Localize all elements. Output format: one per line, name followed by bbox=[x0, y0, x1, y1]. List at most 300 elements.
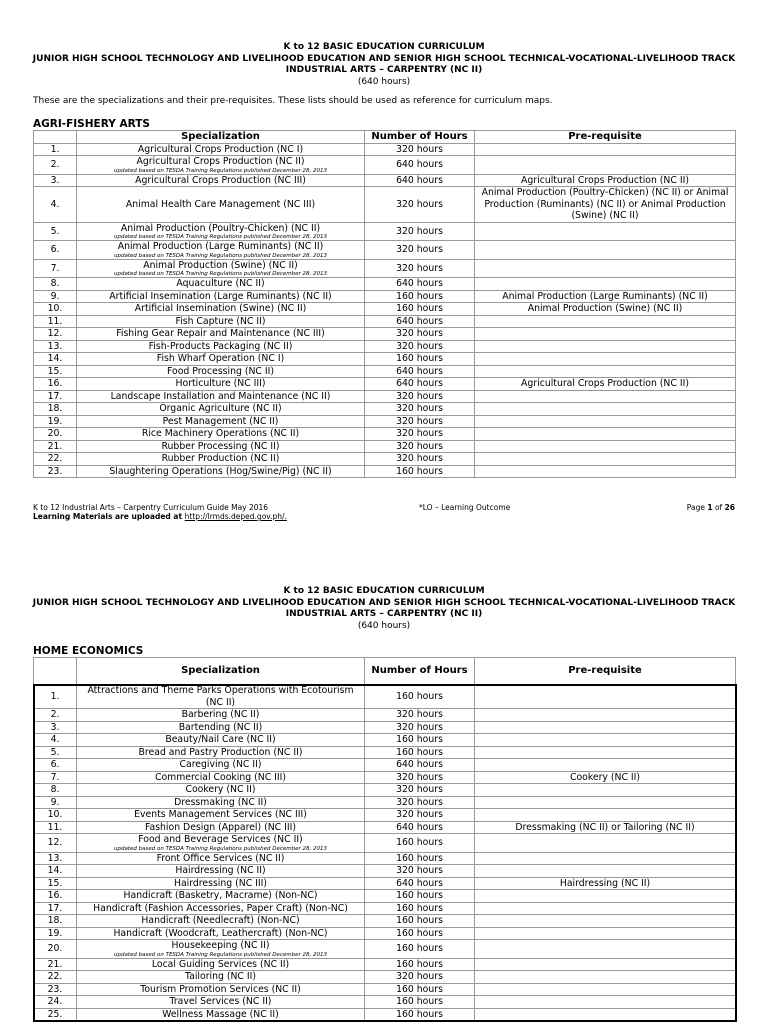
tesda-update-note: updated based on TESDA Training Regulations published December 28, 2013 bbox=[114, 167, 327, 174]
header-line-1: K to 12 BASIC EDUCATION CURRICULUM bbox=[283, 586, 485, 596]
specialization-cell bbox=[77, 902, 365, 915]
row-number: 10. bbox=[34, 809, 77, 822]
row-number: 2. bbox=[34, 156, 77, 175]
specialization-name: Barbering (NC II) bbox=[181, 709, 260, 720]
specialization-cell bbox=[77, 759, 365, 772]
hours-cell: 320 hours bbox=[365, 971, 475, 984]
table-row bbox=[34, 771, 736, 784]
table-row bbox=[34, 315, 736, 328]
prerequisite-cell bbox=[475, 709, 736, 722]
table-header-row bbox=[34, 658, 736, 685]
specialization-cell bbox=[77, 241, 365, 260]
specialization-name: Rice Machinery Operations (NC II) bbox=[141, 428, 300, 439]
specialization-name: Bartending (NC II) bbox=[178, 721, 263, 733]
prerequisite-cell bbox=[475, 143, 736, 156]
specialization-table bbox=[33, 657, 736, 1021]
row-number: 23. bbox=[34, 465, 77, 478]
table-row bbox=[34, 390, 736, 403]
prerequisite-cell bbox=[475, 259, 736, 278]
specialization-table bbox=[33, 130, 736, 478]
hours-cell: 160 hours bbox=[365, 902, 475, 915]
table-row bbox=[34, 915, 736, 928]
row-number: 17. bbox=[34, 902, 77, 915]
hours-cell: 640 hours bbox=[365, 174, 475, 187]
table-row bbox=[34, 834, 736, 853]
table-row bbox=[34, 759, 736, 772]
header-hours: (640 hours) bbox=[357, 620, 411, 631]
header-line-3: INDUSTRIAL ARTS – CARPENTRY (NC II) bbox=[285, 65, 483, 75]
table-row bbox=[34, 340, 736, 353]
table-row bbox=[34, 353, 736, 366]
specialization-cell bbox=[77, 428, 365, 441]
specialization-name: Local Guiding Services (NC II) bbox=[151, 958, 290, 970]
table-row bbox=[34, 222, 736, 241]
specialization-cell bbox=[77, 278, 365, 291]
specialization-cell bbox=[77, 1008, 365, 1021]
specialization-name: Agricultural Crops Production (NC III) bbox=[135, 174, 306, 186]
row-number: 20. bbox=[34, 428, 77, 441]
prerequisite-cell bbox=[475, 1008, 736, 1021]
prerequisite-cell bbox=[475, 971, 736, 984]
row-number: 9. bbox=[34, 796, 77, 809]
hours-cell: 160 hours bbox=[365, 734, 475, 747]
row-number: 5. bbox=[34, 222, 77, 241]
specialization-cell bbox=[77, 340, 365, 353]
specialization-name: Handicraft (Basketry, Macrame) (Non-NC) bbox=[123, 890, 318, 901]
specialization-name: Events Management Services (NC III) bbox=[134, 809, 307, 820]
specialization-cell bbox=[77, 390, 365, 403]
prerequisite-cell bbox=[475, 721, 736, 734]
tesda-update-note: updated based on TESDA Training Regulations published December 28, 2013 bbox=[114, 271, 327, 277]
tesda-update-note: updated based on TESDA Training Regulations published December 28, 2013 bbox=[114, 234, 327, 240]
hours-cell: 320 hours bbox=[365, 222, 475, 241]
prerequisite-cell bbox=[475, 809, 736, 822]
col-header-specialization: Specialization bbox=[77, 658, 365, 685]
specialization-name: Animal Production (Poultry-Chicken) (NC II) bbox=[120, 222, 321, 234]
prerequisite-cell bbox=[475, 852, 736, 865]
table-row bbox=[34, 877, 736, 890]
prerequisite-cell bbox=[475, 278, 736, 291]
tesda-update-note: updated based on TESDA Training Regulations published December 28, 2013 bbox=[114, 252, 327, 259]
header-line-2: JUNIOR HIGH SCHOOL TECHNOLOGY AND LIVELIHOOD EDUCATION AND SENIOR HIGH SCHOOL TECHNICAL-VOCATIONAL-LIVELIHOOD TRACK bbox=[32, 597, 736, 608]
col-header-hours: Number of Hours bbox=[365, 131, 475, 144]
specialization-cell bbox=[77, 315, 365, 328]
table-row bbox=[34, 796, 736, 809]
hours-cell: 320 hours bbox=[365, 143, 475, 156]
header-line-3: INDUSTRIAL ARTS – CARPENTRY (NC II) bbox=[285, 609, 483, 619]
row-number: 9. bbox=[34, 290, 77, 303]
specialization-cell bbox=[77, 809, 365, 822]
hours-cell: 160 hours bbox=[365, 915, 475, 928]
col-header-hours: Number of Hours bbox=[365, 658, 475, 685]
prerequisite-cell bbox=[475, 927, 736, 940]
section-title: HOME ECONOMICS bbox=[33, 645, 144, 657]
table-row bbox=[34, 890, 736, 903]
specialization-cell bbox=[77, 156, 365, 175]
hours-cell: 320 hours bbox=[365, 721, 475, 734]
specialization-cell bbox=[77, 403, 365, 416]
prerequisite-cell: Animal Production (Poultry-Chicken) (NC II) or Animal Production (Ruminants) (NC II) or Animal Production (Swine) (NC II) bbox=[475, 187, 736, 223]
table-row bbox=[34, 156, 736, 175]
specialization-name: Artificial Insemination (Swine) (NC II) bbox=[134, 303, 307, 314]
prerequisite-cell bbox=[475, 796, 736, 809]
specialization-cell bbox=[77, 915, 365, 928]
specialization-cell bbox=[77, 365, 365, 378]
hours-cell: 320 hours bbox=[365, 796, 475, 809]
specialization-cell bbox=[77, 834, 365, 853]
prerequisite-cell bbox=[475, 834, 736, 853]
specialization-name: Handicraft (Needlecraft) (Non-NC) bbox=[141, 915, 300, 926]
hours-cell: 160 hours bbox=[365, 353, 475, 366]
hours-cell: 640 hours bbox=[365, 821, 475, 834]
specialization-cell bbox=[77, 821, 365, 834]
row-number: 11. bbox=[34, 821, 77, 834]
table-row bbox=[34, 983, 736, 996]
prerequisite-cell bbox=[475, 465, 736, 478]
hours-cell: 160 hours bbox=[365, 1008, 475, 1021]
row-number: 22. bbox=[34, 453, 77, 466]
row-number: 7. bbox=[34, 259, 77, 278]
footer-learning-materials bbox=[33, 512, 287, 521]
hours-cell: 320 hours bbox=[365, 865, 475, 878]
row-number: 1. bbox=[34, 685, 77, 709]
footer-guide-title: K to 12 Industrial Arts – Carpentry Curriculum Guide May 2016 bbox=[33, 503, 269, 512]
table-row bbox=[34, 187, 736, 223]
prerequisite-cell bbox=[475, 340, 736, 353]
hours-cell: 320 hours bbox=[365, 403, 475, 416]
prerequisite-cell bbox=[475, 222, 736, 241]
prerequisite-cell bbox=[475, 685, 736, 709]
table-row bbox=[34, 328, 736, 341]
row-number: 13. bbox=[34, 340, 77, 353]
prerequisite-cell bbox=[475, 415, 736, 428]
prerequisite-cell bbox=[475, 890, 736, 903]
specialization-name: Food Processing (NC II) bbox=[167, 365, 274, 377]
row-number: 12. bbox=[34, 834, 77, 853]
specialization-name: Cookery (NC II) bbox=[185, 784, 256, 795]
specialization-name: Hairdressing (NC II) bbox=[175, 865, 266, 876]
hours-cell: 160 hours bbox=[365, 303, 475, 316]
hours-cell: 640 hours bbox=[365, 877, 475, 890]
specialization-name: Handicraft (Fashion Accessories, Paper Craft) (Non-NC) bbox=[93, 902, 348, 914]
table-row bbox=[34, 784, 736, 797]
specialization-name: Fish Wharf Operation (NC I) bbox=[156, 353, 285, 364]
specialization-cell bbox=[77, 174, 365, 187]
row-number: 4. bbox=[34, 734, 77, 747]
prerequisite-cell bbox=[475, 746, 736, 759]
hours-cell: 160 hours bbox=[365, 983, 475, 996]
prerequisite-cell bbox=[475, 865, 736, 878]
table-row bbox=[34, 428, 736, 441]
table-row bbox=[34, 709, 736, 722]
specialization-name: Commercial Cooking (NC III) bbox=[154, 771, 287, 783]
header-hours: (640 hours) bbox=[357, 76, 411, 87]
row-number: 3. bbox=[34, 174, 77, 187]
specialization-cell bbox=[77, 685, 365, 709]
specialization-name: Housekeeping (NC II) bbox=[171, 940, 270, 951]
hours-cell: 320 hours bbox=[365, 241, 475, 260]
row-number: 10. bbox=[34, 303, 77, 316]
table-row bbox=[34, 958, 736, 971]
hours-cell: 160 hours bbox=[365, 834, 475, 853]
table-row bbox=[34, 365, 736, 378]
hours-cell: 160 hours bbox=[365, 852, 475, 865]
row-number: 6. bbox=[34, 759, 77, 772]
col-header-prerequisite: Pre-requisite bbox=[475, 658, 736, 685]
specialization-name: Agricultural Crops Production (NC I) bbox=[137, 143, 304, 155]
prerequisite-cell: Animal Production (Large Ruminants) (NC II) bbox=[475, 290, 736, 303]
prerequisite-cell bbox=[475, 940, 736, 959]
table-row bbox=[34, 241, 736, 260]
col-header-number bbox=[34, 658, 77, 685]
table-row bbox=[34, 259, 736, 278]
specialization-cell bbox=[77, 971, 365, 984]
table-row bbox=[34, 734, 736, 747]
hours-cell: 320 hours bbox=[365, 784, 475, 797]
specialization-cell bbox=[77, 709, 365, 722]
prerequisite-cell bbox=[475, 440, 736, 453]
page-header bbox=[0, 0, 768, 88]
table-row bbox=[34, 278, 736, 291]
table-row bbox=[34, 465, 736, 478]
header-line-1: K to 12 BASIC EDUCATION CURRICULUM bbox=[283, 42, 485, 52]
table-row bbox=[34, 809, 736, 822]
col-header-prerequisite: Pre-requisite bbox=[475, 131, 736, 144]
prerequisite-cell bbox=[475, 996, 736, 1009]
row-number: 8. bbox=[34, 278, 77, 291]
table-row bbox=[34, 940, 736, 959]
prerequisite-cell bbox=[475, 241, 736, 260]
hours-cell: 160 hours bbox=[365, 996, 475, 1009]
hours-cell: 320 hours bbox=[365, 328, 475, 341]
row-number: 4. bbox=[34, 187, 77, 223]
specialization-name: Landscape Installation and Maintenance (NC II) bbox=[110, 390, 331, 402]
table-row bbox=[34, 971, 736, 984]
row-number: 22. bbox=[34, 971, 77, 984]
specialization-name: Slaughtering Operations (Hog/Swine/Pig) (NC II) bbox=[109, 465, 332, 477]
specialization-cell bbox=[77, 983, 365, 996]
row-number: 19. bbox=[34, 415, 77, 428]
specialization-cell bbox=[77, 259, 365, 278]
row-number: 14. bbox=[34, 353, 77, 366]
specialization-cell bbox=[77, 784, 365, 797]
row-number: 1. bbox=[34, 143, 77, 156]
page-header bbox=[0, 580, 768, 632]
col-header-number bbox=[34, 131, 77, 144]
row-number: 14. bbox=[34, 865, 77, 878]
table-row bbox=[34, 996, 736, 1009]
row-number: 17. bbox=[34, 390, 77, 403]
hours-cell: 320 hours bbox=[365, 453, 475, 466]
specialization-cell bbox=[77, 852, 365, 865]
prerequisite-cell bbox=[475, 390, 736, 403]
hours-cell: 320 hours bbox=[365, 709, 475, 722]
specialization-cell bbox=[77, 465, 365, 478]
row-number: 16. bbox=[34, 890, 77, 903]
table-row bbox=[34, 303, 736, 316]
row-number: 24. bbox=[34, 996, 77, 1009]
specialization-name: Rubber Processing (NC II) bbox=[161, 440, 280, 452]
specialization-name: Wellness Massage (NC II) bbox=[162, 1008, 279, 1020]
specialization-cell bbox=[77, 378, 365, 391]
specialization-cell bbox=[77, 940, 365, 959]
page-prefix: Page bbox=[686, 503, 708, 512]
row-number: 15. bbox=[34, 877, 77, 890]
document-page-2 bbox=[0, 580, 768, 1024]
specialization-cell bbox=[77, 996, 365, 1009]
hours-cell: 160 hours bbox=[365, 927, 475, 940]
specialization-cell bbox=[77, 440, 365, 453]
prerequisite-cell bbox=[475, 365, 736, 378]
hours-cell: 160 hours bbox=[365, 940, 475, 959]
row-number: 13. bbox=[34, 852, 77, 865]
col-header-specialization: Specialization bbox=[77, 131, 365, 144]
table-row bbox=[34, 821, 736, 834]
section-title: AGRI-FISHERY ARTS bbox=[33, 118, 150, 130]
specialization-name: Tailoring (NC II) bbox=[185, 971, 256, 982]
specialization-cell bbox=[77, 303, 365, 316]
table-row bbox=[34, 378, 736, 391]
prerequisite-cell bbox=[475, 156, 736, 175]
specialization-name: Caregiving (NC II) bbox=[179, 759, 262, 770]
hours-cell: 640 hours bbox=[365, 365, 475, 378]
specialization-name: Hairdressing (NC III) bbox=[173, 877, 268, 889]
specialization-name: Organic Agriculture (NC II) bbox=[159, 403, 282, 414]
prerequisite-cell bbox=[475, 453, 736, 466]
specialization-cell bbox=[77, 927, 365, 940]
prerequisite-cell bbox=[475, 784, 736, 797]
specialization-name: Beauty/Nail Care (NC II) bbox=[165, 734, 276, 745]
table-row bbox=[34, 902, 736, 915]
specialization-cell bbox=[77, 453, 365, 466]
specialization-cell bbox=[77, 865, 365, 878]
prerequisite-cell: Agricultural Crops Production (NC II) bbox=[475, 174, 736, 187]
row-number: 20. bbox=[34, 940, 77, 959]
table-row bbox=[34, 174, 736, 187]
row-number: 8. bbox=[34, 784, 77, 797]
prerequisite-cell bbox=[475, 403, 736, 416]
hours-cell: 320 hours bbox=[365, 340, 475, 353]
hours-cell: 160 hours bbox=[365, 290, 475, 303]
prerequisite-cell bbox=[475, 759, 736, 772]
specialization-name: Animal Production (Large Ruminants) (NC II) bbox=[117, 241, 324, 252]
specialization-name: Rubber Production (NC II) bbox=[161, 453, 280, 464]
hours-cell: 640 hours bbox=[365, 378, 475, 391]
specialization-name: Bread and Pastry Production (NC II) bbox=[138, 746, 303, 758]
specialization-name: Tourism Promotion Services (NC II) bbox=[140, 983, 301, 995]
hours-cell: 320 hours bbox=[365, 187, 475, 223]
tesda-update-note: updated based on TESDA Training Regulations published December 28, 2013 bbox=[114, 845, 327, 852]
table-row bbox=[34, 290, 736, 303]
row-number: 16. bbox=[34, 378, 77, 391]
page-of: of bbox=[712, 503, 725, 512]
table-row bbox=[34, 415, 736, 428]
hours-cell: 320 hours bbox=[365, 440, 475, 453]
table-row bbox=[34, 852, 736, 865]
prerequisite-cell bbox=[475, 915, 736, 928]
specialization-cell bbox=[77, 746, 365, 759]
row-number: 2. bbox=[34, 709, 77, 722]
prerequisite-cell bbox=[475, 958, 736, 971]
specialization-name: Dressmaking (NC II) bbox=[174, 796, 267, 808]
specialization-name: Fish Capture (NC II) bbox=[175, 315, 266, 327]
specialization-name: Fish-Products Packaging (NC II) bbox=[148, 340, 293, 352]
footer-page-number bbox=[687, 503, 735, 512]
hours-cell: 320 hours bbox=[365, 415, 475, 428]
specialization-name: Animal Production (Swine) (NC II) bbox=[143, 259, 298, 271]
specialization-cell bbox=[77, 328, 365, 341]
table-row bbox=[34, 721, 736, 734]
specialization-cell bbox=[77, 353, 365, 366]
hours-cell: 320 hours bbox=[365, 428, 475, 441]
row-number: 3. bbox=[34, 721, 77, 734]
row-number: 21. bbox=[34, 440, 77, 453]
hours-cell: 640 hours bbox=[365, 278, 475, 291]
specialization-name: Attractions and Theme Parks Operations with Ecotourism (NC II) bbox=[87, 685, 354, 708]
hours-cell: 640 hours bbox=[365, 156, 475, 175]
table-row bbox=[34, 403, 736, 416]
row-number: 21. bbox=[34, 958, 77, 971]
specialization-cell bbox=[77, 721, 365, 734]
row-number: 15. bbox=[34, 365, 77, 378]
prerequisite-cell bbox=[475, 315, 736, 328]
hours-cell: 160 hours bbox=[365, 746, 475, 759]
page-total: 26 bbox=[724, 503, 735, 512]
hours-cell: 160 hours bbox=[365, 890, 475, 903]
table-row bbox=[34, 440, 736, 453]
footer-lo-note: *LO – Learning Outcome bbox=[419, 503, 511, 512]
tesda-update-note: updated based on TESDA Training Regulations published December 28, 2013 bbox=[114, 951, 327, 958]
prerequisite-cell bbox=[475, 983, 736, 996]
specialization-cell bbox=[77, 771, 365, 784]
specialization-cell bbox=[77, 222, 365, 241]
specialization-name: Fashion Design (Apparel) (NC III) bbox=[145, 821, 296, 833]
row-number: 18. bbox=[34, 915, 77, 928]
specialization-name: Food and Beverage Services (NC II) bbox=[138, 834, 303, 845]
row-number: 7. bbox=[34, 771, 77, 784]
row-number: 23. bbox=[34, 983, 77, 996]
prerequisite-cell: Hairdressing (NC II) bbox=[475, 877, 736, 890]
table-row bbox=[34, 927, 736, 940]
specialization-name: Travel Services (NC II) bbox=[169, 996, 272, 1007]
row-number: 12. bbox=[34, 328, 77, 341]
hours-cell: 160 hours bbox=[365, 685, 475, 709]
specialization-name: Agricultural Crops Production (NC II) bbox=[136, 156, 305, 167]
row-number: 25. bbox=[34, 1008, 77, 1021]
prerequisite-cell: Animal Production (Swine) (NC II) bbox=[475, 303, 736, 316]
prerequisite-cell: Dressmaking (NC II) or Tailoring (NC II) bbox=[475, 821, 736, 834]
lrmds-link[interactable]: http://lrmds.deped.gov.ph/. bbox=[184, 512, 287, 521]
specialization-cell bbox=[77, 415, 365, 428]
specialization-cell bbox=[77, 877, 365, 890]
prerequisite-cell bbox=[475, 734, 736, 747]
specialization-name: Animal Health Care Management (NC III) bbox=[125, 198, 316, 210]
specialization-name: Artificial Insemination (Large Ruminants) (NC II) bbox=[109, 290, 332, 302]
specialization-cell bbox=[77, 187, 365, 223]
specialization-cell bbox=[77, 734, 365, 747]
prerequisite-cell: Agricultural Crops Production (NC II) bbox=[475, 378, 736, 391]
page-num: 1 bbox=[707, 503, 713, 512]
hours-cell: 320 hours bbox=[365, 809, 475, 822]
hours-cell: 320 hours bbox=[365, 390, 475, 403]
hours-cell: 640 hours bbox=[365, 759, 475, 772]
row-number: 19. bbox=[34, 927, 77, 940]
hours-cell: 320 hours bbox=[365, 771, 475, 784]
hours-cell: 640 hours bbox=[365, 315, 475, 328]
table-row bbox=[34, 453, 736, 466]
specialization-cell bbox=[77, 290, 365, 303]
intro-text: These are the specializations and their pre-requisites. These lists should be used as reference for curriculum maps. bbox=[33, 96, 553, 106]
